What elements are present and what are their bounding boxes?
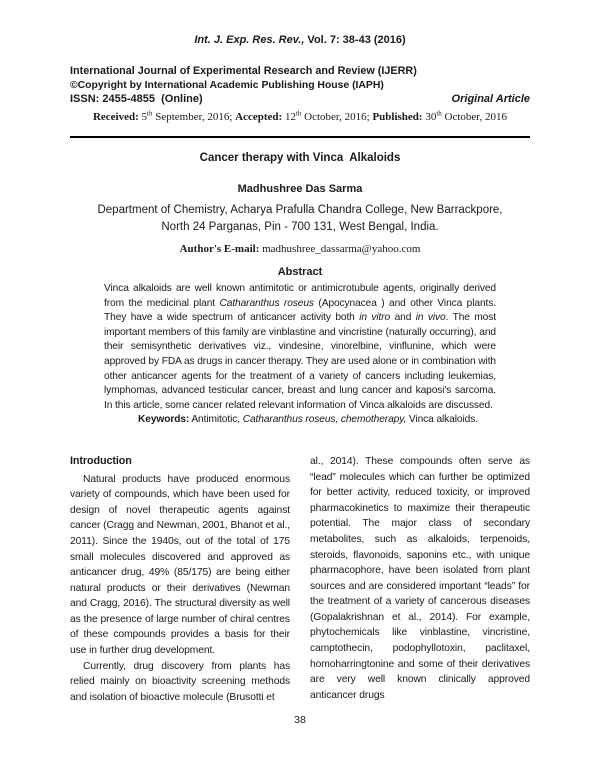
published-ordinal: th (436, 109, 442, 118)
page-number: 38 (294, 714, 306, 727)
abstract-heading: Abstract (277, 266, 323, 278)
received-day: 5 (138, 111, 148, 123)
received-ordinal: th (147, 109, 153, 118)
accepted-date: October, 2016; (301, 111, 373, 123)
issn-row (70, 92, 530, 106)
copyright-line: ©Copyright by International Academic Publishing House (IAPH) (70, 79, 384, 91)
keywords-label: Keywords: (138, 414, 190, 426)
accepted-ordinal: th (295, 109, 302, 118)
accepted-day: 12 (282, 111, 296, 123)
abstract-text (104, 282, 496, 413)
left-column (70, 454, 290, 706)
author-email-line (70, 243, 530, 255)
section-heading-introduction: Introduction (70, 454, 132, 467)
published-day: 30 (422, 111, 437, 123)
published-date: October, 2016 (441, 111, 508, 123)
published-label: Published: (372, 111, 423, 123)
email-address: madhushree_dassarma@yahoo.com (262, 243, 421, 255)
journal-abbreviation: Int. J. Exp. Res. Rev., (194, 34, 305, 46)
received-date: September, 2016; (152, 111, 236, 123)
issn: ISSN: 2455-4855 (Online) (70, 93, 203, 105)
body-columns (70, 454, 530, 706)
intro-paragraph-1: Natural products have produced enormous variety of compounds, which have been used for design of novel therapeutic agents against cancer (Cragg and Newman, 2001, Bhanot et al., 2011). Since the 1940s, out of the total of 175 small molecules discovered and approved as anticancer drug, 49% (85/175) are being either natural products or their derivatives (Newman and Cragg, 2016). The structural diversity as well as the presence of large number of chiral centres of these compounds provides a basis for their use in further drug development. (70, 473, 290, 657)
abstract-seg-1: Vinca alkaloids are well known antimitotic or antimicrotubule agents, originally derived from the medicinal plant (104, 283, 496, 309)
journal-name: International Journal of Experimental Research and Review (IJERR) (70, 65, 417, 77)
divider-rule (70, 136, 530, 138)
keywords-italic: Catharanthus roseus, chemotherapy, (242, 414, 407, 426)
email-label: Author's E-mail: (179, 243, 263, 255)
keywords-line (104, 413, 496, 428)
affiliation-line-1: Department of Chemistry, Acharya Prafulla Chandra College, New Barrackpore, (97, 204, 503, 216)
article-title: Cancer therapy with Vinca Alkaloids (199, 152, 401, 164)
abstract-seg-7: . The most important members of this family are vinblastine and vincristine (naturally occurring), and their semisynthetic derivatives viz., vindesine, vinorelbine, vinflunine, which were approved by FDA as drugs in cancer therapy. They are used alone or in combination with other anticancer agents for the treatment of a variety of cancers including leukemias, lymphomas, advanced testicular cancer, breast and lung cancer and kaposi's sarcoma. In this article, some cancer related relevant information of Vinca alkaloids are discussed. (104, 312, 496, 411)
volume-info: Vol. 7: 38-43 (2016) (304, 34, 406, 46)
accepted-label: Accepted: (235, 111, 283, 123)
intro-paragraph-2: Currently, drug discovery from plants has relied mainly on bioactivity screening methods and isolation of bioactive molecule (Brusotti et (70, 660, 290, 703)
received-label: Received: (92, 111, 139, 123)
abstract-invitro-italic: in vitro (359, 312, 391, 324)
keywords-seg-1: Antimitotic, (189, 414, 243, 426)
abstract-seg-3: (Apocynacea ) and other Vinca plants. They have a wide spectrum of anticancer activity both (104, 297, 496, 324)
abstract-species-italic: Catharanthus roseus (219, 297, 314, 309)
abstract-invivo-italic: in vivo (415, 312, 446, 324)
article-type-label: Original Article (451, 93, 530, 105)
journal-reference (70, 34, 530, 46)
right-column-paragraph: al., 2014). These compounds often serve as “lead” molecules which can further be optimized for better activity, reduced toxicity, or improved pharmacokinetics to maximize their therapeutic potential. The major class of secondary metabolites, such as alkaloids, terpenoids, steroids, flavonoids, saponins etc., with unique pharmacophore, have been isolated from plant sources and are considered important “leads” for the treatment of a variety of cancerous diseases (Gopalakrishnan et al., 2014). For example, phytochemicals like vinblastine, vincristine, camptothecin, podophyllotoxin, paclitaxel, homoharringtonine and some of their derivatives are very well known clinically approved anticancer drugs (310, 455, 530, 701)
author-name: Madhushree Das Sarma (237, 183, 363, 195)
keywords-seg-3: Vinca alkaloids. (406, 414, 478, 426)
abstract-seg-5: and (390, 312, 416, 324)
journal-header (70, 65, 530, 123)
right-column (310, 454, 530, 706)
dates-line (70, 111, 530, 123)
affiliation-line-2: North 24 Parganas, Pin - 700 131, West Bengal, India. (161, 221, 439, 233)
affiliation (70, 202, 530, 236)
